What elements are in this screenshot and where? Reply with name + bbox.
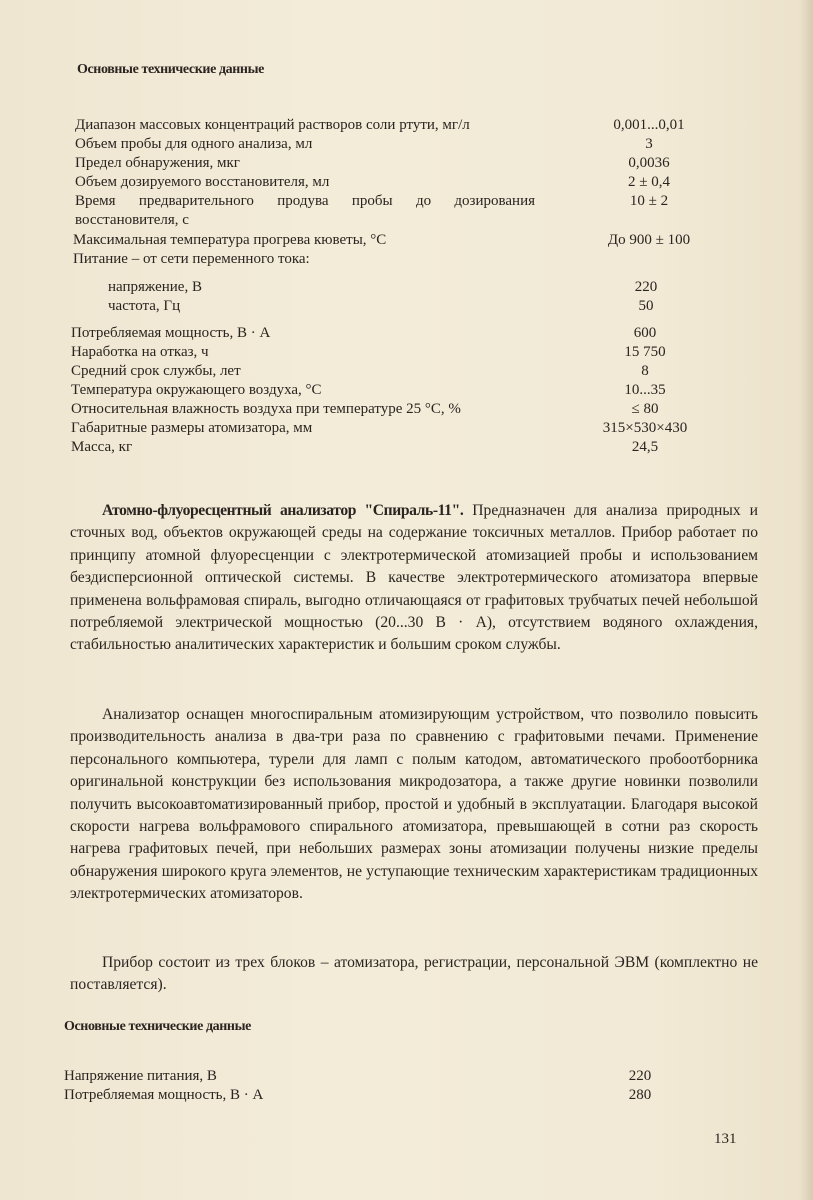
spec-label: Диапазон массовых концентраций растворов соли ртути, мг/л bbox=[75, 117, 470, 133]
spec-value: До 900 ± 100 bbox=[607, 232, 691, 248]
spec-label: Максимальная температура прогрева кюветы, °С bbox=[73, 232, 387, 248]
spec-value: 315×530×430 bbox=[602, 420, 688, 436]
spec-label: Масса, кг bbox=[71, 439, 133, 455]
spec-label: Объем дозируемого восстановителя, мл bbox=[75, 174, 330, 190]
spec-value: 10 ± 2 bbox=[629, 193, 669, 209]
spec-value: 50 bbox=[638, 298, 654, 314]
page-edge-shadow bbox=[799, 0, 813, 1200]
spec-value: 10...35 bbox=[624, 382, 666, 398]
analyzer-name: Атомно-флуоресцентный анализатор "Спираль-11". bbox=[102, 502, 464, 519]
spec-label: частота, Гц bbox=[108, 298, 181, 314]
paragraph-analyzer-features: Анализатор оснащен многоспиральным атомизирующим устройством, что позволило повысить производительность анализа в два-три раза по сравнению с графитовыми печами. Применение персонального компьютера, турели для ламп с полым катодом, автоматического пробоотборника оригинальной конструкции без использования микродозатора, а также другие новинки позволили получить высокоавтоматизированный прибор, простой и удобный в эксплуатации. Благодаря высокой скорости нагрева вольфрамового спирального атомизатора, превышающей в сотни раз скорость нагрева графитовых печей, при небольших размерах зоны атомизации получены низкие пределы обнаружения широкого круга элементов, не уступающие техническим характеристикам традиционных электротермических атомизаторов. bbox=[70, 706, 758, 903]
spec-value: 24,5 bbox=[631, 439, 659, 455]
spec-label: Напряжение питания, В bbox=[64, 1068, 217, 1084]
spec-value: 0,001...0,01 bbox=[613, 117, 685, 133]
page-number: 131 bbox=[714, 1131, 737, 1147]
spec-label: Средний срок службы, лет bbox=[71, 363, 241, 379]
spec-label: Потребляемая мощность, В · А bbox=[71, 325, 271, 341]
spec-label: Объем пробы для одного анализа, мл bbox=[75, 136, 313, 152]
spec-value: ≤ 80 bbox=[631, 401, 659, 417]
spec-label: Наработка на отказ, ч bbox=[71, 344, 209, 360]
paragraph-text: Предназначен для анализа природных и сточных вод, объектов окружающей среды на содержание токсичных металлов. Прибор работает по принципу атомной флуоресценции с электротермической атомизацией пробы и использованием бездисперсионной оптической системы. В качестве электротермического атомизатора впервые применена вольфрамовая спираль, выгодно отличающаяся от графитовых трубчатых печей небольшой потребляемой электрической мощностью (20...30 В · А), отсутствием водяного охлаждения, стабильностью аналитических характеристик и большим сроком службы. bbox=[70, 502, 758, 654]
spec-label: Время предварительного продува пробы до дозирования восстановителя, с bbox=[75, 193, 535, 228]
spec-value: 220 bbox=[634, 279, 658, 295]
spec-label: Температура окружающего воздуха, °С bbox=[71, 382, 322, 398]
spec-label: Питание – от сети переменного тока: bbox=[73, 251, 310, 267]
section-title-specs: Основные технические данные bbox=[77, 62, 264, 77]
spec-value: 3 bbox=[645, 136, 653, 152]
spec-value: 220 bbox=[628, 1068, 652, 1084]
spec-value: 0,0036 bbox=[628, 155, 670, 171]
spec-label: напряжение, В bbox=[108, 279, 202, 295]
spec-value: 15 750 bbox=[624, 344, 666, 360]
section-title-specs-2: Основные технические данные bbox=[64, 1019, 251, 1034]
spec-label: Потребляемая мощность, В · А bbox=[64, 1087, 264, 1103]
spec-value: 600 bbox=[633, 325, 657, 341]
spec-label: Предел обнаружения, мкг bbox=[75, 155, 240, 171]
paragraph-analyzer-intro bbox=[70, 500, 758, 657]
paragraph-analyzer-blocks: Прибор состоит из трех блоков – атомизатора, регистрации, персональной ЭВМ (комплектно не поставляется). bbox=[70, 954, 758, 994]
spec-label: Относительная влажность воздуха при температуре 25 °С, % bbox=[71, 401, 461, 417]
spec-value: 8 bbox=[641, 363, 649, 379]
spec-value: 2 ± 0,4 bbox=[628, 174, 670, 190]
spec-label: Габаритные размеры атомизатора, мм bbox=[71, 420, 313, 436]
spec-value: 280 bbox=[628, 1087, 652, 1103]
